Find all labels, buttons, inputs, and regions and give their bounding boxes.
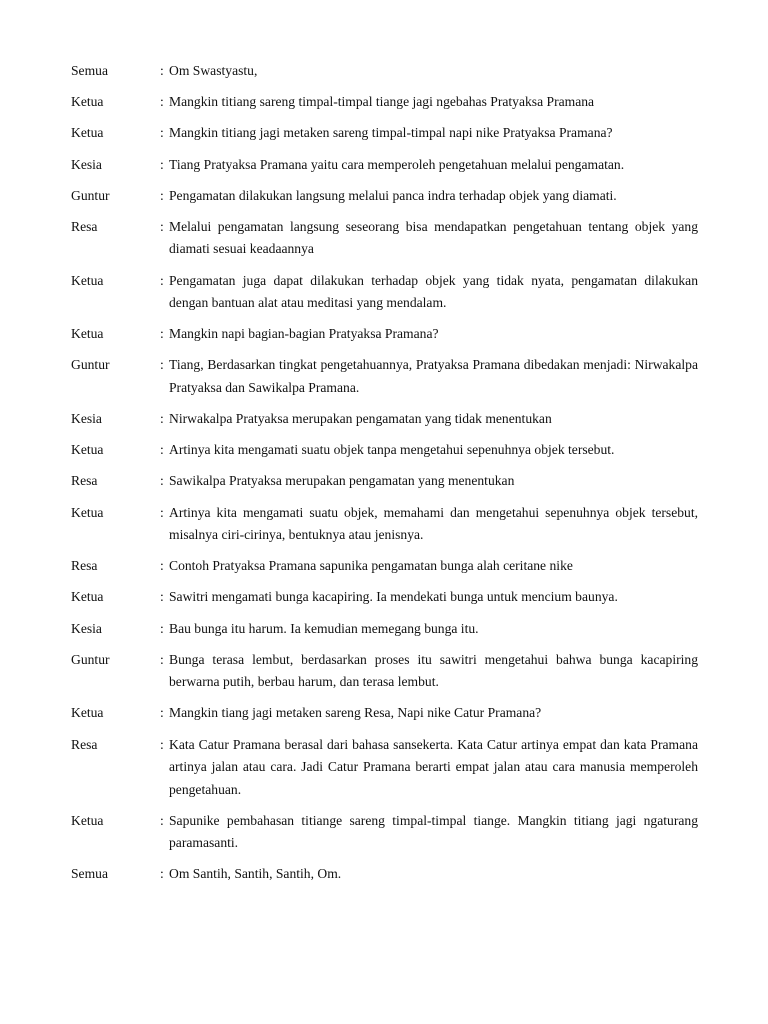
speaker-name: Ketua xyxy=(71,125,104,141)
dialogue-line xyxy=(71,734,698,801)
colon-separator: : xyxy=(160,736,164,752)
speaker-name: Semua xyxy=(71,866,108,882)
dialogue-line xyxy=(71,154,698,176)
speaker-name: Kesia xyxy=(71,411,102,427)
dialogue-line xyxy=(71,863,698,885)
speaker-name: Guntur xyxy=(71,357,110,373)
dialogue-line xyxy=(71,439,698,461)
dialogue-text: Nirwakalpa Pratyaksa merupakan pengamatan yang tidak menentukan xyxy=(169,411,552,427)
colon-separator: : xyxy=(160,357,164,373)
dialogue-text: Artinya kita mengamati suatu objek, memahami dan mengetahui sepenuhnya objek tersebut, misalnya ciri-cirinya, bentuknya atau jenisnya. xyxy=(169,504,698,543)
dialogue-line xyxy=(71,618,698,640)
dialogue-text: Bunga terasa lembut, berdasarkan proses itu sawitri mengetahui bahwa bunga kacapiring berwarna putih, berbau harum, dan terasa lembut. xyxy=(169,651,698,690)
speaker-name: Guntur xyxy=(71,651,110,667)
dialogue-script xyxy=(71,60,698,895)
colon-separator: : xyxy=(160,442,164,458)
dialogue-line xyxy=(71,91,698,113)
colon-separator: : xyxy=(160,411,164,427)
speaker-name: Resa xyxy=(71,736,98,752)
colon-separator: : xyxy=(160,125,164,141)
dialogue-line xyxy=(71,586,698,608)
dialogue-line xyxy=(71,408,698,430)
dialogue-line xyxy=(71,122,698,144)
speaker-name: Ketua xyxy=(71,442,104,458)
dialogue-text: Mangkin titiang sareng timpal-timpal tiange jagi ngebahas Pratyaksa Pramana xyxy=(169,94,595,110)
colon-separator: : xyxy=(160,589,164,605)
dialogue-line xyxy=(71,323,698,345)
dialogue-line xyxy=(71,354,698,399)
speaker-name: Ketua xyxy=(71,589,104,605)
dialogue-text: Contoh Pratyaksa Pramana sapunika pengamatan bunga alah ceritane nike xyxy=(169,558,573,574)
speaker-name: Guntur xyxy=(71,187,110,203)
dialogue-text: Om Santih, Santih, Santih, Om. xyxy=(169,866,342,882)
dialogue-text: Mangkin titiang jagi metaken sareng timpal-timpal napi nike Pratyaksa Pramana? xyxy=(169,125,613,141)
dialogue-text: Tiang, Berdasarkan tingkat pengetahuannya, Pratyaksa Pramana dibedakan menjadi: Nirwakalpa Pratyaksa dan Sawikalpa Pramana. xyxy=(169,357,698,395)
dialogue-text: Sawitri mengamati bunga kacapiring. Ia mendekati bunga untuk mencium baunya. xyxy=(169,589,618,605)
colon-separator: : xyxy=(160,272,164,288)
speaker-name: Resa xyxy=(71,473,98,489)
dialogue-line xyxy=(71,270,698,315)
speaker-name: Ketua xyxy=(71,326,104,342)
colon-separator: : xyxy=(160,651,164,667)
colon-separator: : xyxy=(160,705,164,721)
colon-separator: : xyxy=(160,558,164,574)
colon-separator: : xyxy=(160,156,164,172)
speaker-name: Ketua xyxy=(71,94,104,110)
dialogue-line xyxy=(71,555,698,577)
speaker-name: Semua xyxy=(71,63,108,78)
dialogue-text: Kata Catur Pramana berasal dari bahasa sansekerta. Kata Catur artinya empat dan kata Pramana artinya jalan atau cara. Jadi Catur Pramana berarti empat jalan atau cara manusia memperoleh pengetahuan. xyxy=(169,736,698,797)
speaker-name: Ketua xyxy=(71,272,104,288)
colon-separator: : xyxy=(160,504,164,520)
colon-separator: : xyxy=(160,812,164,828)
dialogue-text: Om Swastyastu, xyxy=(169,63,258,78)
dialogue-line xyxy=(71,502,698,547)
speaker-name: Kesia xyxy=(71,620,102,636)
dialogue-line xyxy=(71,185,698,207)
dialogue-text: Bau bunga itu harum. Ia kemudian memegang bunga itu. xyxy=(169,620,479,636)
speaker-name: Ketua xyxy=(71,812,104,828)
colon-separator: : xyxy=(160,326,164,342)
colon-separator: : xyxy=(160,63,164,78)
dialogue-text: Sawikalpa Pratyaksa merupakan pengamatan yang menentukan xyxy=(169,473,515,489)
dialogue-text: Artinya kita mengamati suatu objek tanpa mengetahui sepenuhnya objek tersebut. xyxy=(169,442,615,458)
dialogue-text: Tiang Pratyaksa Pramana yaitu cara memperoleh pengetahuan melalui pengamatan. xyxy=(169,156,625,172)
dialogue-text: Mangkin tiang jagi metaken sareng Resa, Napi nike Catur Pramana? xyxy=(169,705,542,721)
colon-separator: : xyxy=(160,866,164,882)
speaker-name: Ketua xyxy=(71,705,104,721)
dialogue-line xyxy=(71,649,698,694)
dialogue-line xyxy=(71,810,698,855)
colon-separator: : xyxy=(160,94,164,110)
dialogue-line xyxy=(71,216,698,261)
dialogue-line xyxy=(71,470,698,492)
dialogue-text: Pengamatan dilakukan langsung melalui panca indra terhadap objek yang diamati. xyxy=(169,187,617,203)
dialogue-text: Mangkin napi bagian-bagian Pratyaksa Pramana? xyxy=(169,326,439,342)
colon-separator: : xyxy=(160,620,164,636)
dialogue-text: Pengamatan juga dapat dilakukan terhadap objek yang tidak nyata, pengamatan dilakukan dengan bantuan alat atau meditasi yang mendalam. xyxy=(169,272,698,311)
colon-separator: : xyxy=(160,219,164,235)
dialogue-line xyxy=(71,702,698,724)
speaker-name: Resa xyxy=(71,558,98,574)
speaker-name: Ketua xyxy=(71,504,104,520)
dialogue-line xyxy=(71,60,698,82)
dialogue-text: Sapunike pembahasan titiange sareng timpal-timpal tiange. Mangkin titiang jagi ngaturang paramasanti. xyxy=(169,812,698,851)
colon-separator: : xyxy=(160,187,164,203)
speaker-name: Kesia xyxy=(71,156,102,172)
speaker-name: Resa xyxy=(71,219,98,235)
dialogue-text: Melalui pengamatan langsung seseorang bisa mendapatkan pengetahuan tentang objek yang diamati sesuai keadaannya xyxy=(169,219,698,257)
colon-separator: : xyxy=(160,473,164,489)
